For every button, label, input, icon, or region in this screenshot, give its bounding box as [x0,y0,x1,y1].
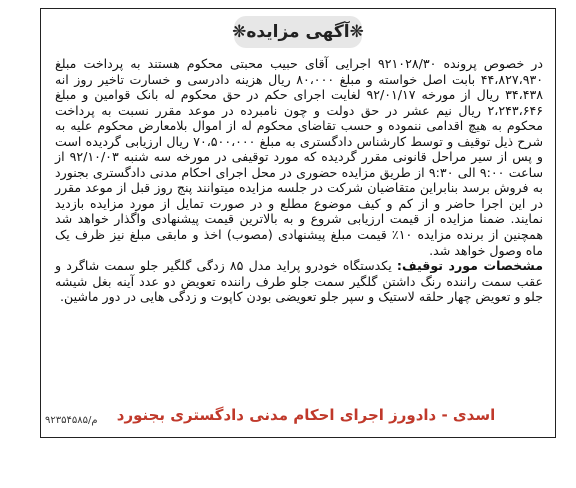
seized-item-text: یکدستگاه خودرو پراید مدل ۸۵ زدگی گلگیر جلو سمت شاگرد و عقب سمت راننده رنگ داشتن گلگیر سمت جلو طرف راننده تعویض دو عدد آینه بغل شیشه جلو و تعویض چهار حلقه لاستیک و سپر جلو تعویضی بودن کاپوت و زدگی هایی در دور ماشین. [55,258,543,305]
auction-notice [40,8,556,438]
case-details-text: در خصوص پرونده ۹۲۱۰۲۸/۳۰ اجرایی آقای حبیب محبتی محکوم هستند به پرداخت مبلغ ۴۴،۸۲۷،۹۳۰ بابت اصل خواسته و مبلغ ۸۰،۰۰۰ ریال هزینه دادرسی و خسارت تاخیر روز انه ۳۴،۴۳۸ ریال از مورخه ۹۲/۰۱/۱۷ لغایت اجرای حکم در حق محکوم له بانک قوامین و مبلغ ۲،۲۴۳،۶۴۶ ریال نیم عشر در حق دولت و چون نامبرده در موعد مقرر نسبت به پرداخت محکوم به هیچ اقدامی ننموده و حسب تقاضای محکوم له از اموال بلامعارض محکوم علیه به شرح ذیل توقیف و توسط کارشناس دادگستری به مبلغ ۷۰،۵۰۰،۰۰۰ ریال ارزیابی گردیده است و پس از سیر مراحل قانونی مقرر گردیده که مورد توقیفی در مورخه سه شنبه ۹۲/۱۰/۰۳ از ساعت ۹:۰۰ الی ۹:۳۰ از طریق مزایده حضوری در محل اجرای احکام مدنی دادگستری بجنورد به فروش برسد بنابراین متقاضیان شرکت در جلسه مزایده میتوانند پنج روز قبل از موعد مقرر در این اجرا حاضر و از کم و کیف موضوع مطلع و در صورت تمایل از مورد مزایده بازدید نمایند. ضمنا مزایده از قیمت ارزیابی شروع و به بالاترین قیمت پیشنهادی واگذار خواهد شد همچنین از برنده مزایده ۱۰٪ قیمت مبلغ پیشنهادی (مصوب) اخذ و مابقی مبلغ نیز ظرف یک ماه وصول خواهد شد. [55,56,543,258]
case-details-paragraph [55,56,543,258]
notice-title: ❋آگهی مزایده❋ [232,22,364,42]
seized-item-paragraph [55,258,543,305]
seized-item-label: مشخصات مورد توقیف: [396,258,543,274]
signature-line: اسدی - دادورز اجرای احکام مدنی دادگستری بجنورد [116,406,496,424]
reference-code: م/۹۲۳۵۴۵۸۵ [45,415,98,426]
title-banner [234,16,362,48]
notice-body [55,56,543,305]
